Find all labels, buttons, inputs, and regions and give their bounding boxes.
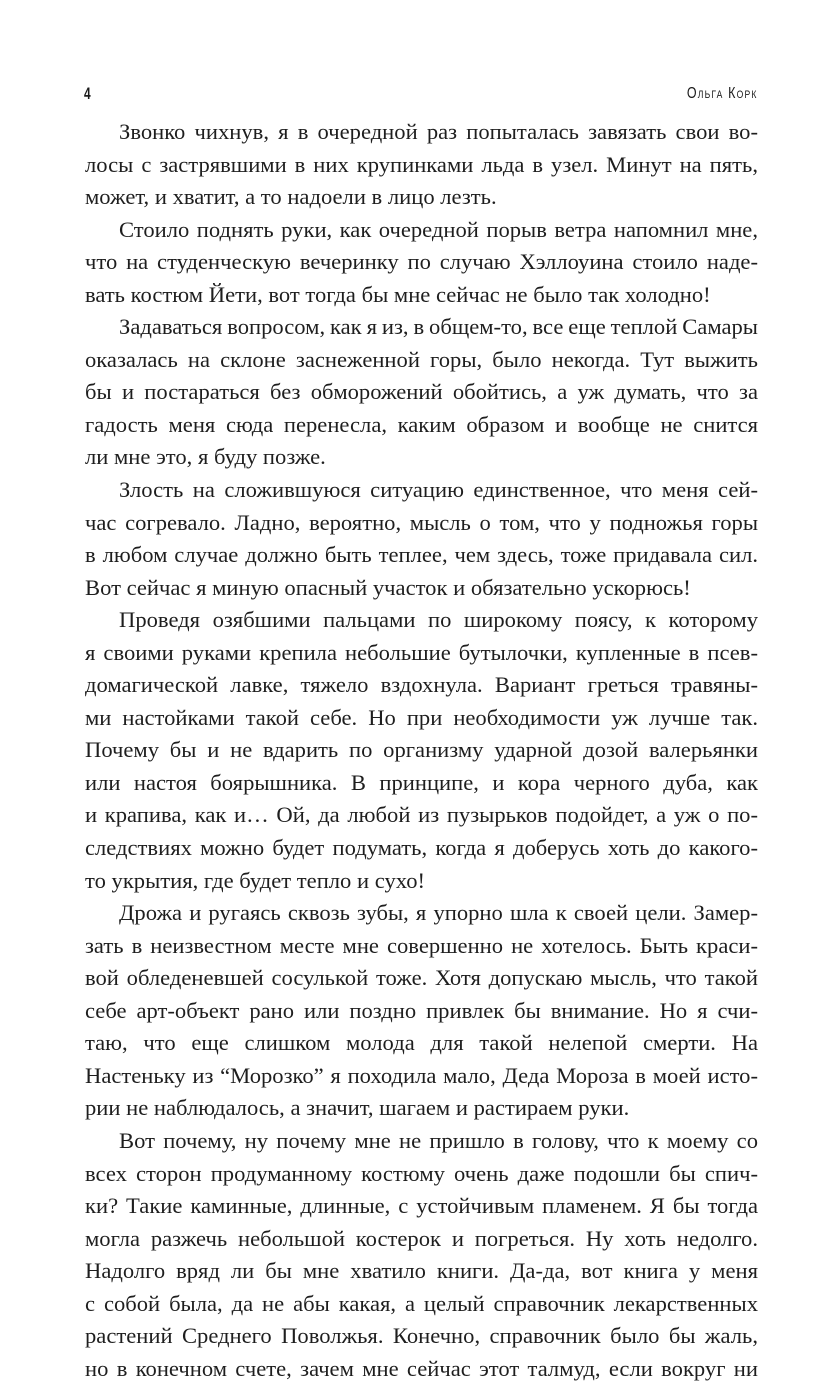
text-line: оказалась на склоне заснеженной горы, было некогда. Тут выжить bbox=[85, 346, 758, 372]
text-line: всех сторон продуманному костюму очень даже подошли бы спич- bbox=[85, 1160, 758, 1186]
text-line: я своими руками крепила небольшие бутылочки, купленные в псев- bbox=[85, 639, 758, 665]
text-line: или настоя боярышника. В принципе, и кора черного дуба, как bbox=[85, 769, 758, 795]
text-line: следствиях можно будет подумать, когда я доберусь хоть до какого- bbox=[85, 835, 758, 861]
text-line: себе арт-объект рано или поздно привлек бы внимание. Но я счи- bbox=[85, 997, 758, 1023]
text-line: Злость на сложившуюся ситуацию единственное, что меня сей- bbox=[119, 477, 758, 503]
text-line: Стоило поднять руки, как очередной порыв ветра напомнил мне, bbox=[119, 216, 758, 242]
text-line: зать в неизвестном месте мне совершенно не хотелось. Быть краси- bbox=[85, 932, 758, 958]
running-head bbox=[84, 84, 758, 108]
text-line: вать костюм Йети, вот тогда бы мне сейчас не было так холодно! bbox=[85, 281, 711, 307]
author-name: Ольга Корк bbox=[687, 85, 758, 102]
text-line: лосы с застрявшими в них крупинками льда в узел. Минут на пять, bbox=[85, 151, 758, 177]
text-line: ли мне это, я буду позже. bbox=[85, 444, 326, 470]
text-line: могла разжечь небольшой костерок и погреться. Ну хоть недолго. bbox=[85, 1225, 758, 1251]
text-line: Проведя озябшими пальцами по широкому поясу, к которому bbox=[119, 607, 758, 633]
text-line: Дрожа и ругаясь сквозь зубы, я упорно шла к своей цели. Замер- bbox=[119, 900, 758, 926]
text-line: что на студенческую вечеринку по случаю Хэллоуина стоило наде- bbox=[85, 249, 758, 275]
page-number: 4 bbox=[84, 84, 91, 103]
text-line: Вот почему, ну почему мне не пришло в голову, что к моему со bbox=[119, 1127, 758, 1153]
text-line: с собой была, да не абы какая, а целый справочник лекарственных bbox=[85, 1290, 758, 1316]
text-line: может, и хватит, а то надоели в лицо лезть. bbox=[85, 184, 497, 210]
text-line: Звонко чихнув, я в очередной раз попыталась завязать свои во- bbox=[119, 119, 758, 144]
text-line: час согревало. Ладно, вероятно, мысль о том, что у подножья горы bbox=[85, 509, 758, 535]
text-line: гадость меня сюда перенесла, каким образом и вообще не снится bbox=[85, 411, 758, 437]
text-line: Вот сейчас я миную опасный участок и обязательно ускорюсь! bbox=[85, 574, 691, 600]
text-line: рии не наблюдалось, а значит, шагаем и растираем руки. bbox=[85, 1095, 630, 1121]
text-line: растений Среднего Поволжья. Конечно, справочник было бы жаль, bbox=[85, 1323, 758, 1349]
text-line: Настеньку из “Морозко” я походила мало, Деда Мороза в моей исто- bbox=[85, 1062, 758, 1088]
text-line: бы и постараться без обморожений обойтись, а уж думать, что за bbox=[85, 379, 758, 405]
text-line: в любом случае должно быть теплее, чем здесь, тоже придавала сил. bbox=[85, 542, 758, 568]
text-line: но в конечном счете, зачем мне сейчас этот талмуд, если вокруг ни bbox=[85, 1355, 758, 1381]
text-line: и крапива, как и… Ой, да любой из пузырьков подойдет, а уж о по- bbox=[85, 802, 758, 828]
body-text bbox=[85, 116, 758, 1385]
text-line: вой обледеневшей сосулькой тоже. Хотя допускаю мысль, что такой bbox=[85, 965, 758, 991]
text-line: Задаваться вопросом, как я из, в общем-то, все еще теплой Самары bbox=[119, 314, 758, 340]
text-line: Почему бы и не вдарить по организму ударной дозой валерьянки bbox=[85, 737, 758, 763]
text-line: таю, что еще слишком молода для такой нелепой смерти. На bbox=[85, 1030, 758, 1056]
text-line: то укрытия, где будет тепло и сухо! bbox=[85, 867, 426, 893]
text-line: Надолго вряд ли бы мне хватило книги. Да-да, вот книга у меня bbox=[85, 1258, 758, 1284]
text-line: ки? Такие каминные, длинные, с устойчивым пламенем. Я бы тогда bbox=[85, 1193, 758, 1219]
text-line: домагической лавке, тяжело вздохнула. Вариант греться травяны- bbox=[85, 672, 758, 698]
text-line: ми настойками такой себе. Но при необходимости уж лучше так. bbox=[85, 704, 758, 730]
